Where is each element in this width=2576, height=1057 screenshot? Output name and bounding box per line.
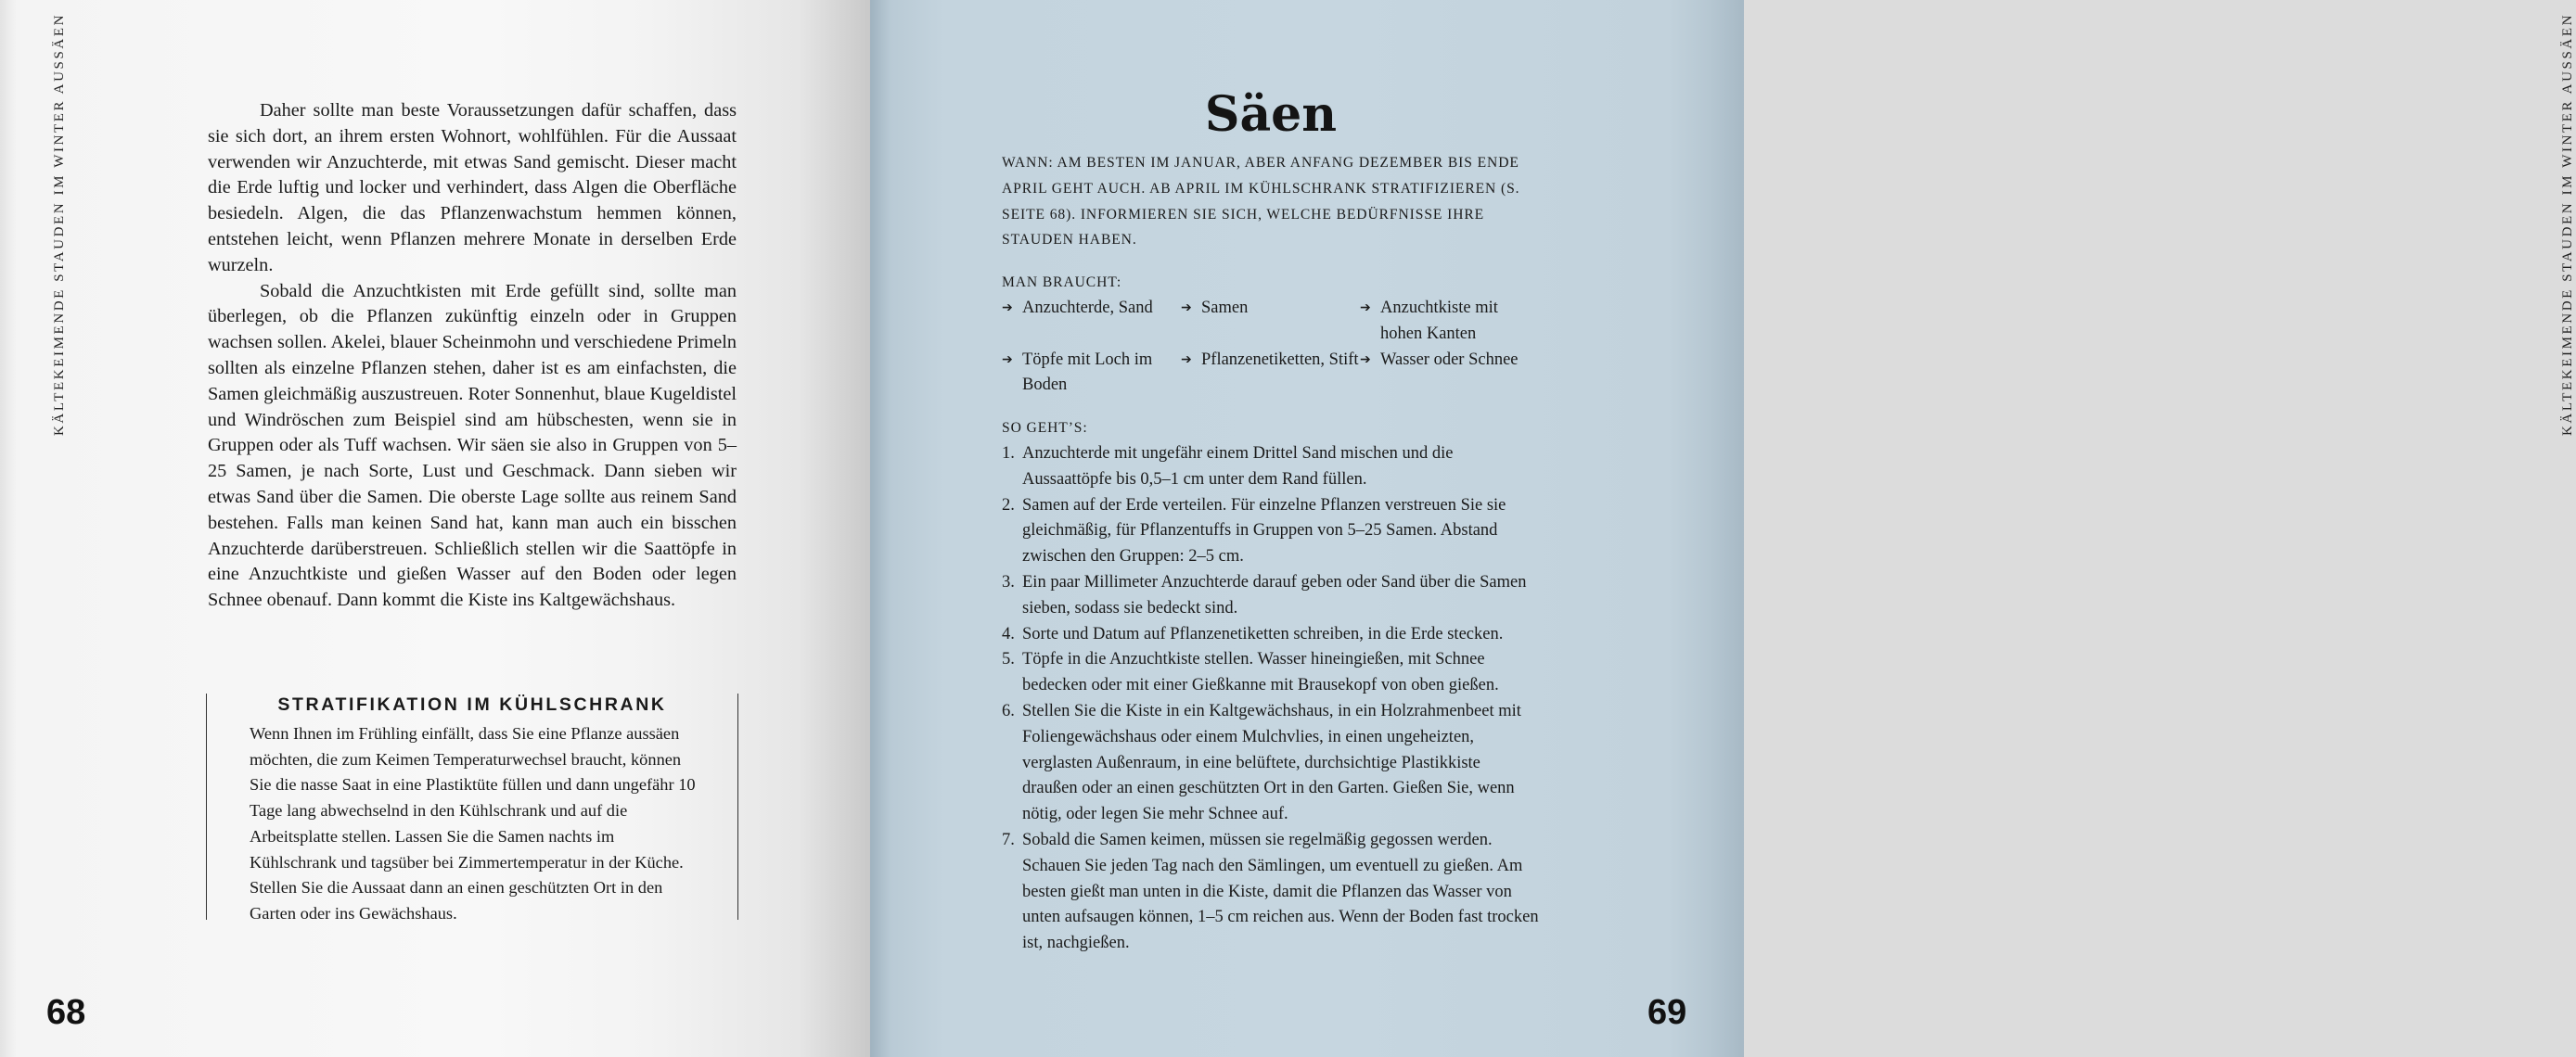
left-page — [0, 0, 870, 1057]
list-item: ➔ Anzuchtkiste mit hohen Kanten — [1360, 296, 1540, 348]
section-title: Säen — [1204, 86, 1338, 143]
list-item: 3. Ein paar Millimeter Anzuchterde darauf geben oder Sand über die Samen sieben, sodass sie bedeckt sind. — [1002, 572, 1527, 618]
steps-list — [1002, 441, 1540, 957]
paragraph-1: Daher sollte man beste Voraussetzungen dafür schaffen, dass sie sich dort, an ihrem ersten Wohnort, wohlfühlen. Für die Aussaat verwenden wir Anzuchterde, mit etwas Sand gemischt. Dieser macht die Erde luftig und locker und verhindert, dass Algen die Oberfläche besiedeln. Algen, die das Pflanzenwachstum hemmen können, entstehen leicht, wenn Pflanzen mehrere Monate in derselben Erde wurzeln. — [208, 100, 737, 275]
arrow-right-icon: ➔ — [1002, 300, 1013, 315]
list-item: 6. Stellen Sie die Kiste in ein Kaltgewächshaus, in ein Holzrahmenbeet mit Foliengewächshaus oder einem Mulchvlies, in einen ungeheizten, verglasten Außenraum, in eine belüftete, durchsichtige Plastikkiste draußen oder an einen geschützten Ort in den Garten. Gießen Sie, wenn nötig, oder legen Sie mehr Schnee auf. — [1002, 701, 1521, 824]
list-item: 5. Töpfe in die Anzuchtkiste stellen. Wasser hineingießen, mit Schnee bedecken oder mit einer Gießkanne mit Brausekopf von oben gießen. — [1002, 650, 1499, 695]
list-item: 4. Sorte und Datum auf Pflanzenetiketten schreiben, in die Erde stecken. — [1002, 624, 1504, 643]
list-item: 7. Sobald die Samen keimen, müssen sie regelmäßig gegossen werden. Schauen Sie jeden Tag nach den Sämlingen, um eventuell zu gießen. Am besten gießt man unten in die Kiste, damit die Pflanzen das Wasser von unten aufsaugen können, 1–5 cm reichen aus. Wenn der Boden fast trocken ist, nachgießen. — [1002, 830, 1539, 953]
arrow-right-icon: ➔ — [1360, 352, 1371, 367]
paragraph-2: Sobald die Anzuchtkisten mit Erde gefüllt sind, sollte man überlegen, ob die Pflanzen zukünftig einzeln oder in Gruppen wachsen sollen. Akelei, blauer Scheinmohn und verschiedene Primeln sollten als einzelne Pflanzen stehen, daher ist es am einfachsten, die Samen gleichmäßig auszustreuen. Roter Sonnenhut, blaue Kugeldistel und Windröschen zum Beispiel sind am hübschesten, wenn sie in Gruppen oder als Tuff wachsen. Wir säen sie also in Gruppen von 5–25 Samen, je nach Sorte, Lust und Geschmack. Dann sieben wir etwas Sand über die Samen. Die oberste Lage sollte aus reinem Sand bestehen. Falls man keinen Sand hat, kann man auch ein bisschen Anzuchterde darüberstreuen. Schließlich stellen wir die Saattöpfe in eine Anzuchtkiste und gießen Wasser auf den Boden oder legen Schnee obenauf. Dann kommt die Kiste ins Kaltgewächshaus. — [208, 280, 737, 611]
list-item: ➔ Wasser oder Schnee — [1360, 348, 1540, 400]
stratification-infobox — [206, 694, 738, 923]
arrow-right-icon: ➔ — [1181, 352, 1192, 367]
arrow-right-icon: ➔ — [1360, 300, 1371, 315]
steps-label: SO GEHT’S: — [1002, 420, 1088, 437]
needs-label: MAN BRAUCHT: — [1002, 274, 1122, 291]
list-item: 2. Samen auf der Erde verteilen. Für einzelne Pflanzen verstreuen Sie sie gleichmäßig, für Pflanzentuffs in Gruppen von 5–25 Samen. Abstand zwischen den Gruppen: 2–5 cm. — [1002, 495, 1506, 567]
page-number-left: 68 — [46, 993, 86, 1032]
page-number-right: 69 — [1647, 993, 1687, 1032]
list-item: ➔ Pflanzenetiketten, Stift — [1181, 348, 1360, 400]
list-item: ➔ Anzuchterde, Sand — [1002, 296, 1181, 348]
when-text: WANN: AM BESTEN IM JANUAR, ABER ANFANG DEZEMBER BIS ENDE APRIL GEHT AUCH. AB APRIL IM KÜHLSCHRANK STRATIFIZIEREN (S. SEITE 68). INFORMIEREN SIE SICH, WELCHE BEDÜRFNISSE IHRE STAUDEN HABEN. — [1002, 155, 1520, 248]
infobox-text: Wenn Ihnen im Frühling einfällt, dass Sie eine Pflanze aussäen möchten, die zum Keimen Temperaturwechsel braucht, können Sie die nasse Saat in eine Plastiktüte füllen und dann ungefähr 10 Tage lang abwechselnd in den Kühlschrank und auf die Arbeitsplatte stellen. Lassen Sie die Samen nachts im Kühlschrank und tagsüber bei Zimmertemperatur in der Küche. Stellen Sie die Aussaat dann an einen geschützten Ort in den Garten oder ins Gewächshaus. — [250, 724, 696, 923]
arrow-right-icon: ➔ — [1181, 300, 1192, 315]
list-item: ➔ Samen — [1181, 296, 1360, 348]
running-head-right: KÄLTEKEIMENDE STAUDEN IM WINTER AUSSÄEN — [2560, 12, 2575, 436]
body-text — [208, 98, 737, 614]
needs-list — [1002, 296, 1540, 399]
list-item: ➔ Töpfe mit Loch im Boden — [1002, 348, 1181, 400]
arrow-right-icon: ➔ — [1002, 352, 1013, 367]
running-head-left: KÄLTEKEIMENDE STAUDEN IM WINTER AUSSÄEN — [52, 12, 67, 436]
list-item: 1. Anzuchterde mit ungefähr einem Drittel Sand mischen und die Aussaattöpfe bis 0,5–1 cm unter dem Rand füllen. — [1002, 443, 1454, 489]
saeen-section — [1002, 85, 1540, 957]
infobox-title: STRATIFIKATION IM KÜHLSCHRANK — [277, 694, 667, 715]
